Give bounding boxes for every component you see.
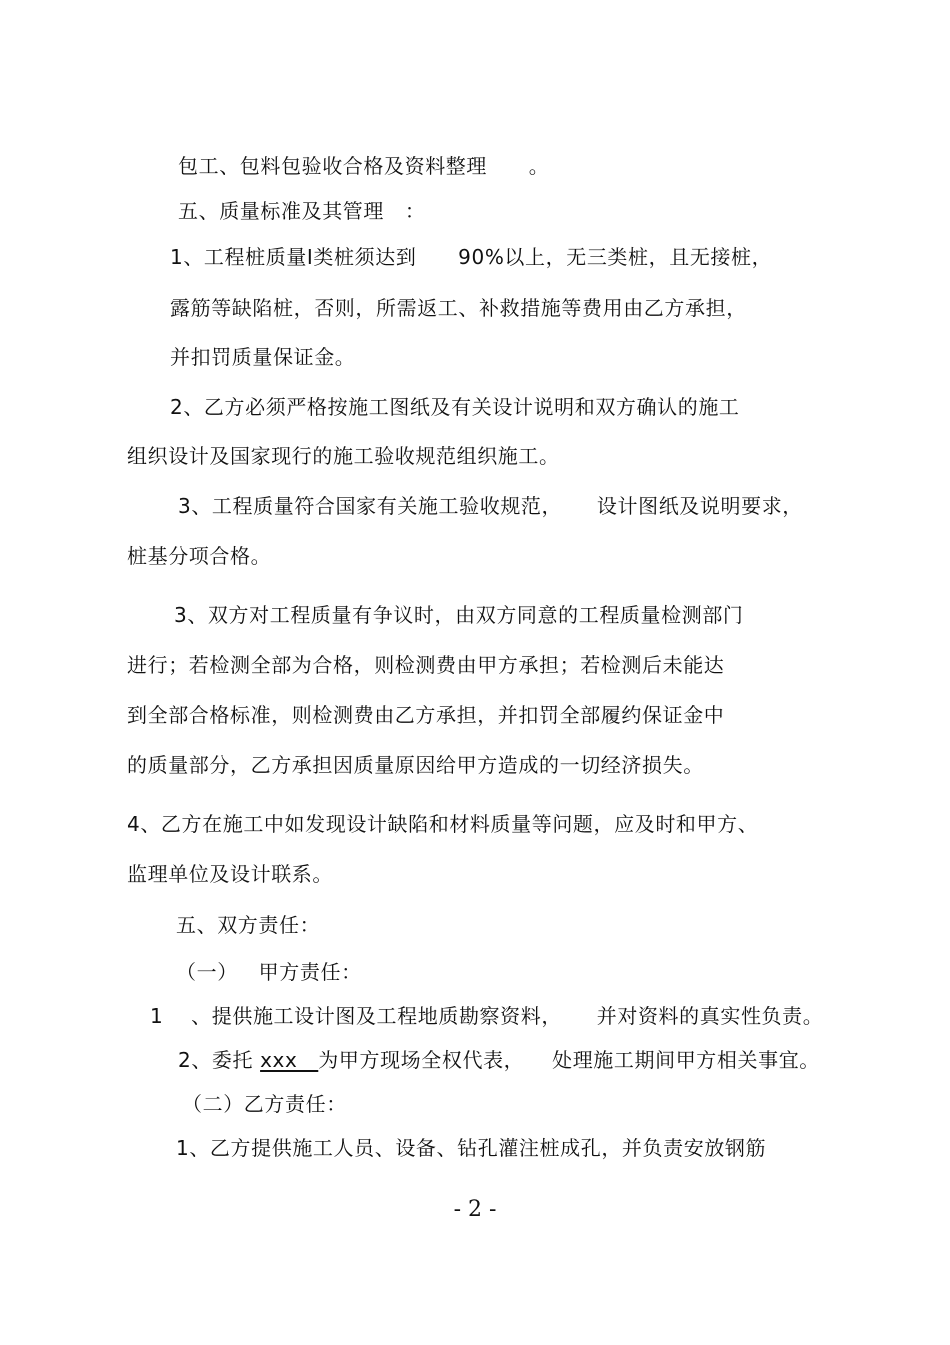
text-line-18: 1 、提供施工设计图及工程地质勘察资料， 并对资料的真实性负责。 bbox=[150, 1004, 824, 1028]
text-line-12: 到全部合格标准，则检测费由乙方承担，并扣罚全部履约保证金中 bbox=[127, 703, 725, 727]
subsection-heading-party-b: （二）乙方责任： bbox=[182, 1092, 347, 1116]
subsection-heading-party-a: （一） 甲方责任： bbox=[176, 960, 362, 984]
text-line-14: 4、乙方在施工中如发现设计缺陷和材料质量等问题，应及时和甲方、 bbox=[127, 812, 759, 836]
text-line-1: 包工、包料包验收合格及资料整理 。 bbox=[178, 154, 550, 178]
text-line-19 bbox=[178, 1046, 820, 1074]
text-line-13: 的质量部分，乙方承担因质量原因给甲方造成的一切经济损失。 bbox=[127, 753, 704, 777]
text-line-11: 进行；若检测全部为合格，则检测费由甲方承担；若检测后未能达 bbox=[127, 653, 725, 677]
text-line-15: 监理单位及设计联系。 bbox=[127, 862, 333, 886]
text-line-19-after: 为甲方现场全权代表， 处理施工期间甲方相关事宜。 bbox=[318, 1048, 820, 1072]
text-line-4: 露筋等缺陷桩，否则，所需返工、补救措施等费用由乙方承担， bbox=[170, 296, 747, 320]
section-heading-responsibilities: 五、双方责任： bbox=[176, 913, 321, 937]
representative-name-blank: xxx bbox=[260, 1048, 319, 1072]
text-line-8: 3、工程质量符合国家有关施工验收规范， 设计图纸及说明要求， bbox=[178, 494, 803, 518]
text-line-10: 3、双方对工程质量有争议时，由双方同意的工程质量检测部门 bbox=[174, 603, 744, 627]
text-line-7: 组织设计及国家现行的施工验收规范组织施工。 bbox=[127, 444, 560, 468]
text-line-3: 1、工程桩质量Ⅰ类桩须达到 90%以上，无三类桩，且无接桩， bbox=[170, 245, 773, 269]
section-heading-quality: 五、质量标准及其管理 ： bbox=[178, 199, 426, 223]
text-line-19-before: 2、委托 bbox=[178, 1048, 261, 1072]
page-number: - 2 - bbox=[453, 1197, 497, 1222]
text-line-9: 桩基分项合格。 bbox=[127, 544, 272, 568]
text-line-5: 并扣罚质量保证金。 bbox=[170, 345, 356, 369]
text-line-6: 2、乙方必须严格按施工图纸及有关设计说明和双方确认的施工 bbox=[170, 395, 740, 419]
text-line-21: 1、乙方提供施工人员、设备、钻孔灌注桩成孔，并负责安放钢筋 bbox=[176, 1136, 767, 1160]
